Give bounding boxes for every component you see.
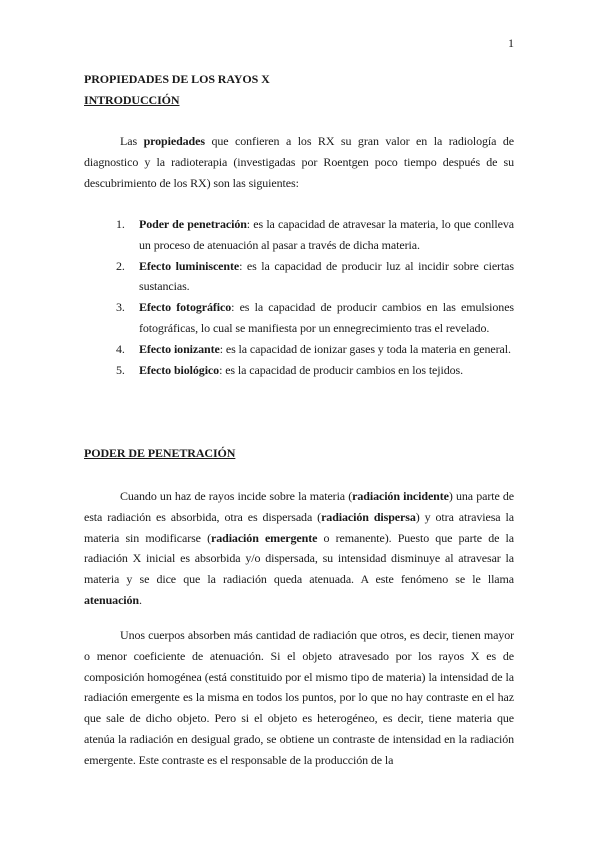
document-title: PROPIEDADES DE LOS RAYOS X [84,72,270,86]
list-number: 5. [116,362,125,377]
bold-term: radiación incidente [352,489,449,503]
property-name: Efecto luminiscente [139,258,240,273]
body-text: ) y otra atraviesa la materia sin modificarse ( [84,509,514,545]
properties-list [116,214,514,380]
list-number: 2. [116,258,125,273]
page-number: 1 [508,36,514,50]
property-description: : es la capacidad de producir cambios en las emulsiones fotográficas, lo cual se manifiesta por un ennegrecimiento tras el revelado. [139,300,514,335]
list-number: 3. [116,300,125,315]
intro-bold-term: propiedades [143,134,205,148]
list-item [116,339,514,360]
property-name: Efecto ionizante [139,341,220,356]
list-item [116,360,514,381]
bold-term: atenuación [84,592,140,607]
property-description: : es la capacidad de producir luz al incidir sobre ciertas sustancias. [139,258,514,294]
list-item [116,256,514,298]
list-number: 4. [116,341,125,356]
bold-term: radiación emergente [211,530,318,545]
property-name: Efecto fotográfico [139,300,232,315]
intro-paragraph [84,131,514,193]
property-description: : es la capacidad de ionizar gases y toda la materia en general. [219,341,511,356]
list-item [116,297,514,339]
intro-text: Las [120,134,144,148]
property-description: : es la capacidad de producir cambios en los tejidos. [219,362,464,377]
list-number: 1. [116,217,125,231]
intro-text: que confieren a los RX su gran valor en la radiología de diagnostico y la radioterapia (investigadas por Roentgen poco tiempo después de su descubrimiento de los RX) son las siguientes: [84,134,514,190]
body-text: ) una parte de esta radiación es absorbida, otra es dispersada ( [84,489,515,524]
penetration-paragraph-2: Unos cuerpos absorben más cantidad de radiación que otros, es decir, tienen mayor o menor coeficiente de atenuación. Si el objeto atravesado por los rayos X es de composición homogénea (está constituido por el mismo tipo de materia) la intensidad de la radiación emergente es la misma en todos los puntos, por lo que no hay contraste en el haz que sale de dicho objeto. Pero si el objeto es heterogéneo, es decir, tiene materia que atenúa la radiación en desigual grado, se obtiene un contraste de intensidad en la radiación emergente. Este contraste es el responsable de la producción de la [84,628,514,767]
body-text: . [139,592,142,607]
property-name: Poder de penetración [139,217,247,231]
body-text: o remanente). Puesto que parte de la radiación X inicial es absorbida y/o dispersada, su intensidad disminuye al atravesar la materia y se dice que la radiación queda atenuada. A este fenómeno se le llama [84,530,514,587]
penetration-paragraph-1 [84,486,514,611]
property-description: : es la capacidad de atravesar la materia, lo que conlleva un proceso de atenuación al pasar a través de dicha materia. [139,217,514,252]
intro-heading: INTRODUCCIÓN [84,93,180,107]
property-name: Efecto biológico [139,362,220,377]
section-heading-penetration: PODER DE PENETRACIÓN [84,446,236,460]
list-item [116,214,514,256]
bold-term: radiación dispersa [321,509,416,524]
body-text: Cuando un haz de rayos incide sobre la materia ( [120,489,353,503]
